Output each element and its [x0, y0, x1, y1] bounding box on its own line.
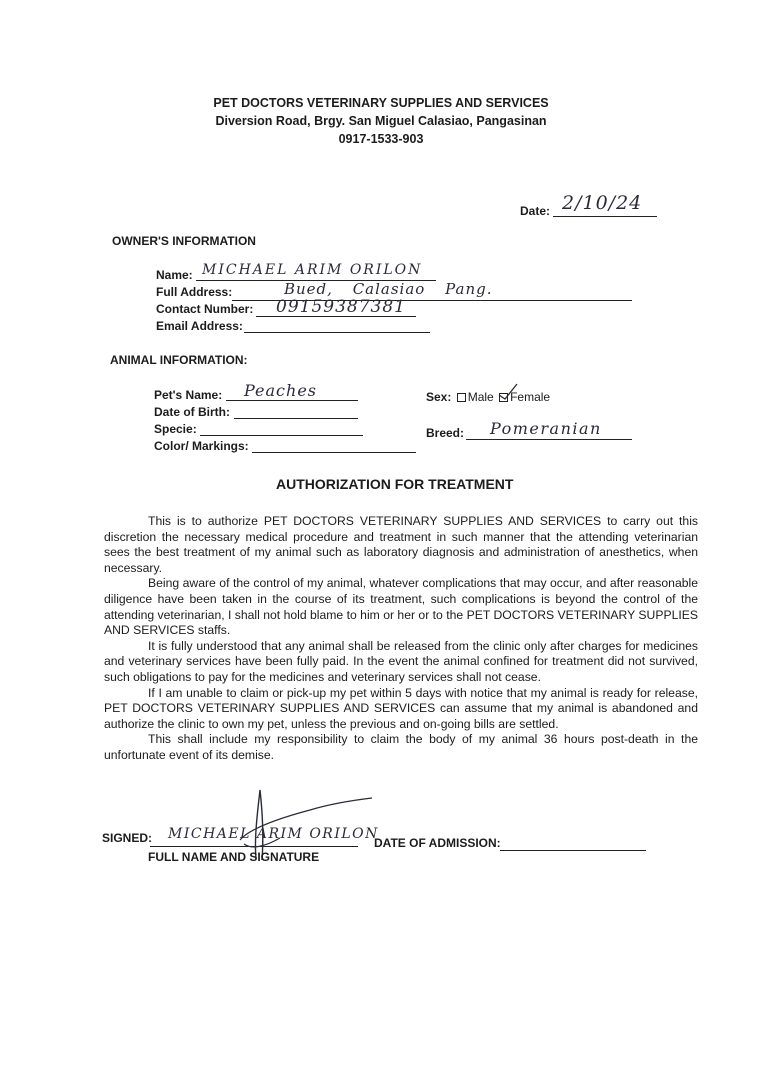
breed-line	[466, 439, 632, 440]
authorization-paragraph: This is to authorize PET DOCTORS VETERINARY SUPPLIES AND SERVICES to carry out this discretion the necessary medical procedure and treatment in such manner that the attending veterinarian sees the best treatment of my animal such as laboratory diagnosis and administration of anesthetics, when necessary.	[104, 514, 698, 575]
female-checkbox[interactable]	[499, 393, 508, 402]
specie-line	[200, 435, 363, 436]
check-mark-icon	[497, 382, 519, 400]
authorization-paragraph: This shall include my responsibility to claim the body of my animal 36 hours post-death in the unfortunate event of its demise.	[104, 732, 698, 762]
contact-number-label: Contact Number:	[156, 302, 254, 316]
business-name: PET DOCTORS VETERINARY SUPPLIES AND SERVICES	[213, 96, 549, 110]
pet-name-value[interactable]: Peaches	[244, 381, 317, 400]
signed-label: SIGNED:	[102, 831, 153, 845]
authorization-body	[104, 514, 698, 764]
date-value[interactable]: 2/10/24	[562, 192, 643, 214]
sex-label: Sex:	[426, 390, 452, 404]
sex-field	[426, 390, 550, 404]
color-markings-line	[252, 452, 416, 453]
date-of-admission-label: DATE OF ADMISSION:	[374, 836, 501, 850]
contact-number-value[interactable]: 09159387381	[276, 297, 406, 317]
breed-value[interactable]: Pomeranian	[490, 419, 602, 438]
authorization-title: AUTHORIZATION FOR TREATMENT	[276, 476, 514, 492]
owner-name-value[interactable]: MICHAEL ARIM ORILON	[202, 262, 423, 278]
email-label: Email Address:	[156, 319, 243, 333]
date-label: Date:	[520, 204, 551, 218]
email-line	[244, 332, 430, 333]
full-name-signature-label: FULL NAME AND SIGNATURE	[148, 850, 320, 864]
business-phone: 0917-1533-903	[338, 132, 424, 146]
pet-name-line	[226, 400, 358, 401]
owner-section-title: OWNER'S INFORMATION	[112, 234, 256, 248]
authorization-paragraph: If I am unable to claim or pick-up my pet within 5 days with notice that my animal is ready for release, PET DOCTORS VETERINARY SUPPLIES AND SERVICES can assume that my animal is abandoned and authorize the clinic to own my pet, unless the previous and on-going bills are settled.	[104, 685, 698, 731]
business-address: Diversion Road, Brgy. San Miguel Calasiao, Pangasinan	[215, 114, 547, 128]
authorization-paragraph: It is fully understood that any animal shall be released from the clinic only after charges for medicines and veterinary services have been fully paid. In the event the animal confined for treatment did not survived, such obligations to pay for the medicines and veterinary services shall not cease.	[104, 638, 698, 684]
authorization-paragraph: Being aware of the control of my animal, whatever complications that may occur, and after reasonable diligence have been taken in the course of its treatment, such complications is beyond the control of the attending veterinarian, I shall not hold blame to him or her or to the PET DOCTORS VETERINARY SUPPLIES AND SERVICES staffs.	[104, 576, 698, 638]
dob-line	[234, 418, 358, 419]
breed-label: Breed:	[426, 426, 465, 440]
date-line	[553, 216, 657, 217]
animal-section-title: ANIMAL INFORMATION:	[110, 353, 248, 367]
owner-name-label: Name:	[156, 268, 193, 282]
date-of-admission-line	[500, 850, 646, 851]
female-option-label: Female	[510, 390, 551, 404]
male-option-label: Male	[467, 390, 494, 404]
male-checkbox[interactable]	[457, 393, 466, 402]
color-markings-label: Color/ Markings:	[154, 439, 249, 453]
pet-name-label: Pet's Name:	[154, 388, 223, 402]
dob-label: Date of Birth:	[154, 405, 230, 419]
signed-name-value[interactable]: MICHAEL ARIM ORILON	[168, 826, 379, 842]
owner-address-label: Full Address:	[156, 285, 233, 299]
specie-label: Specie:	[154, 422, 197, 436]
owner-address-value[interactable]: Bued, Calasiao Pang.	[284, 280, 493, 298]
